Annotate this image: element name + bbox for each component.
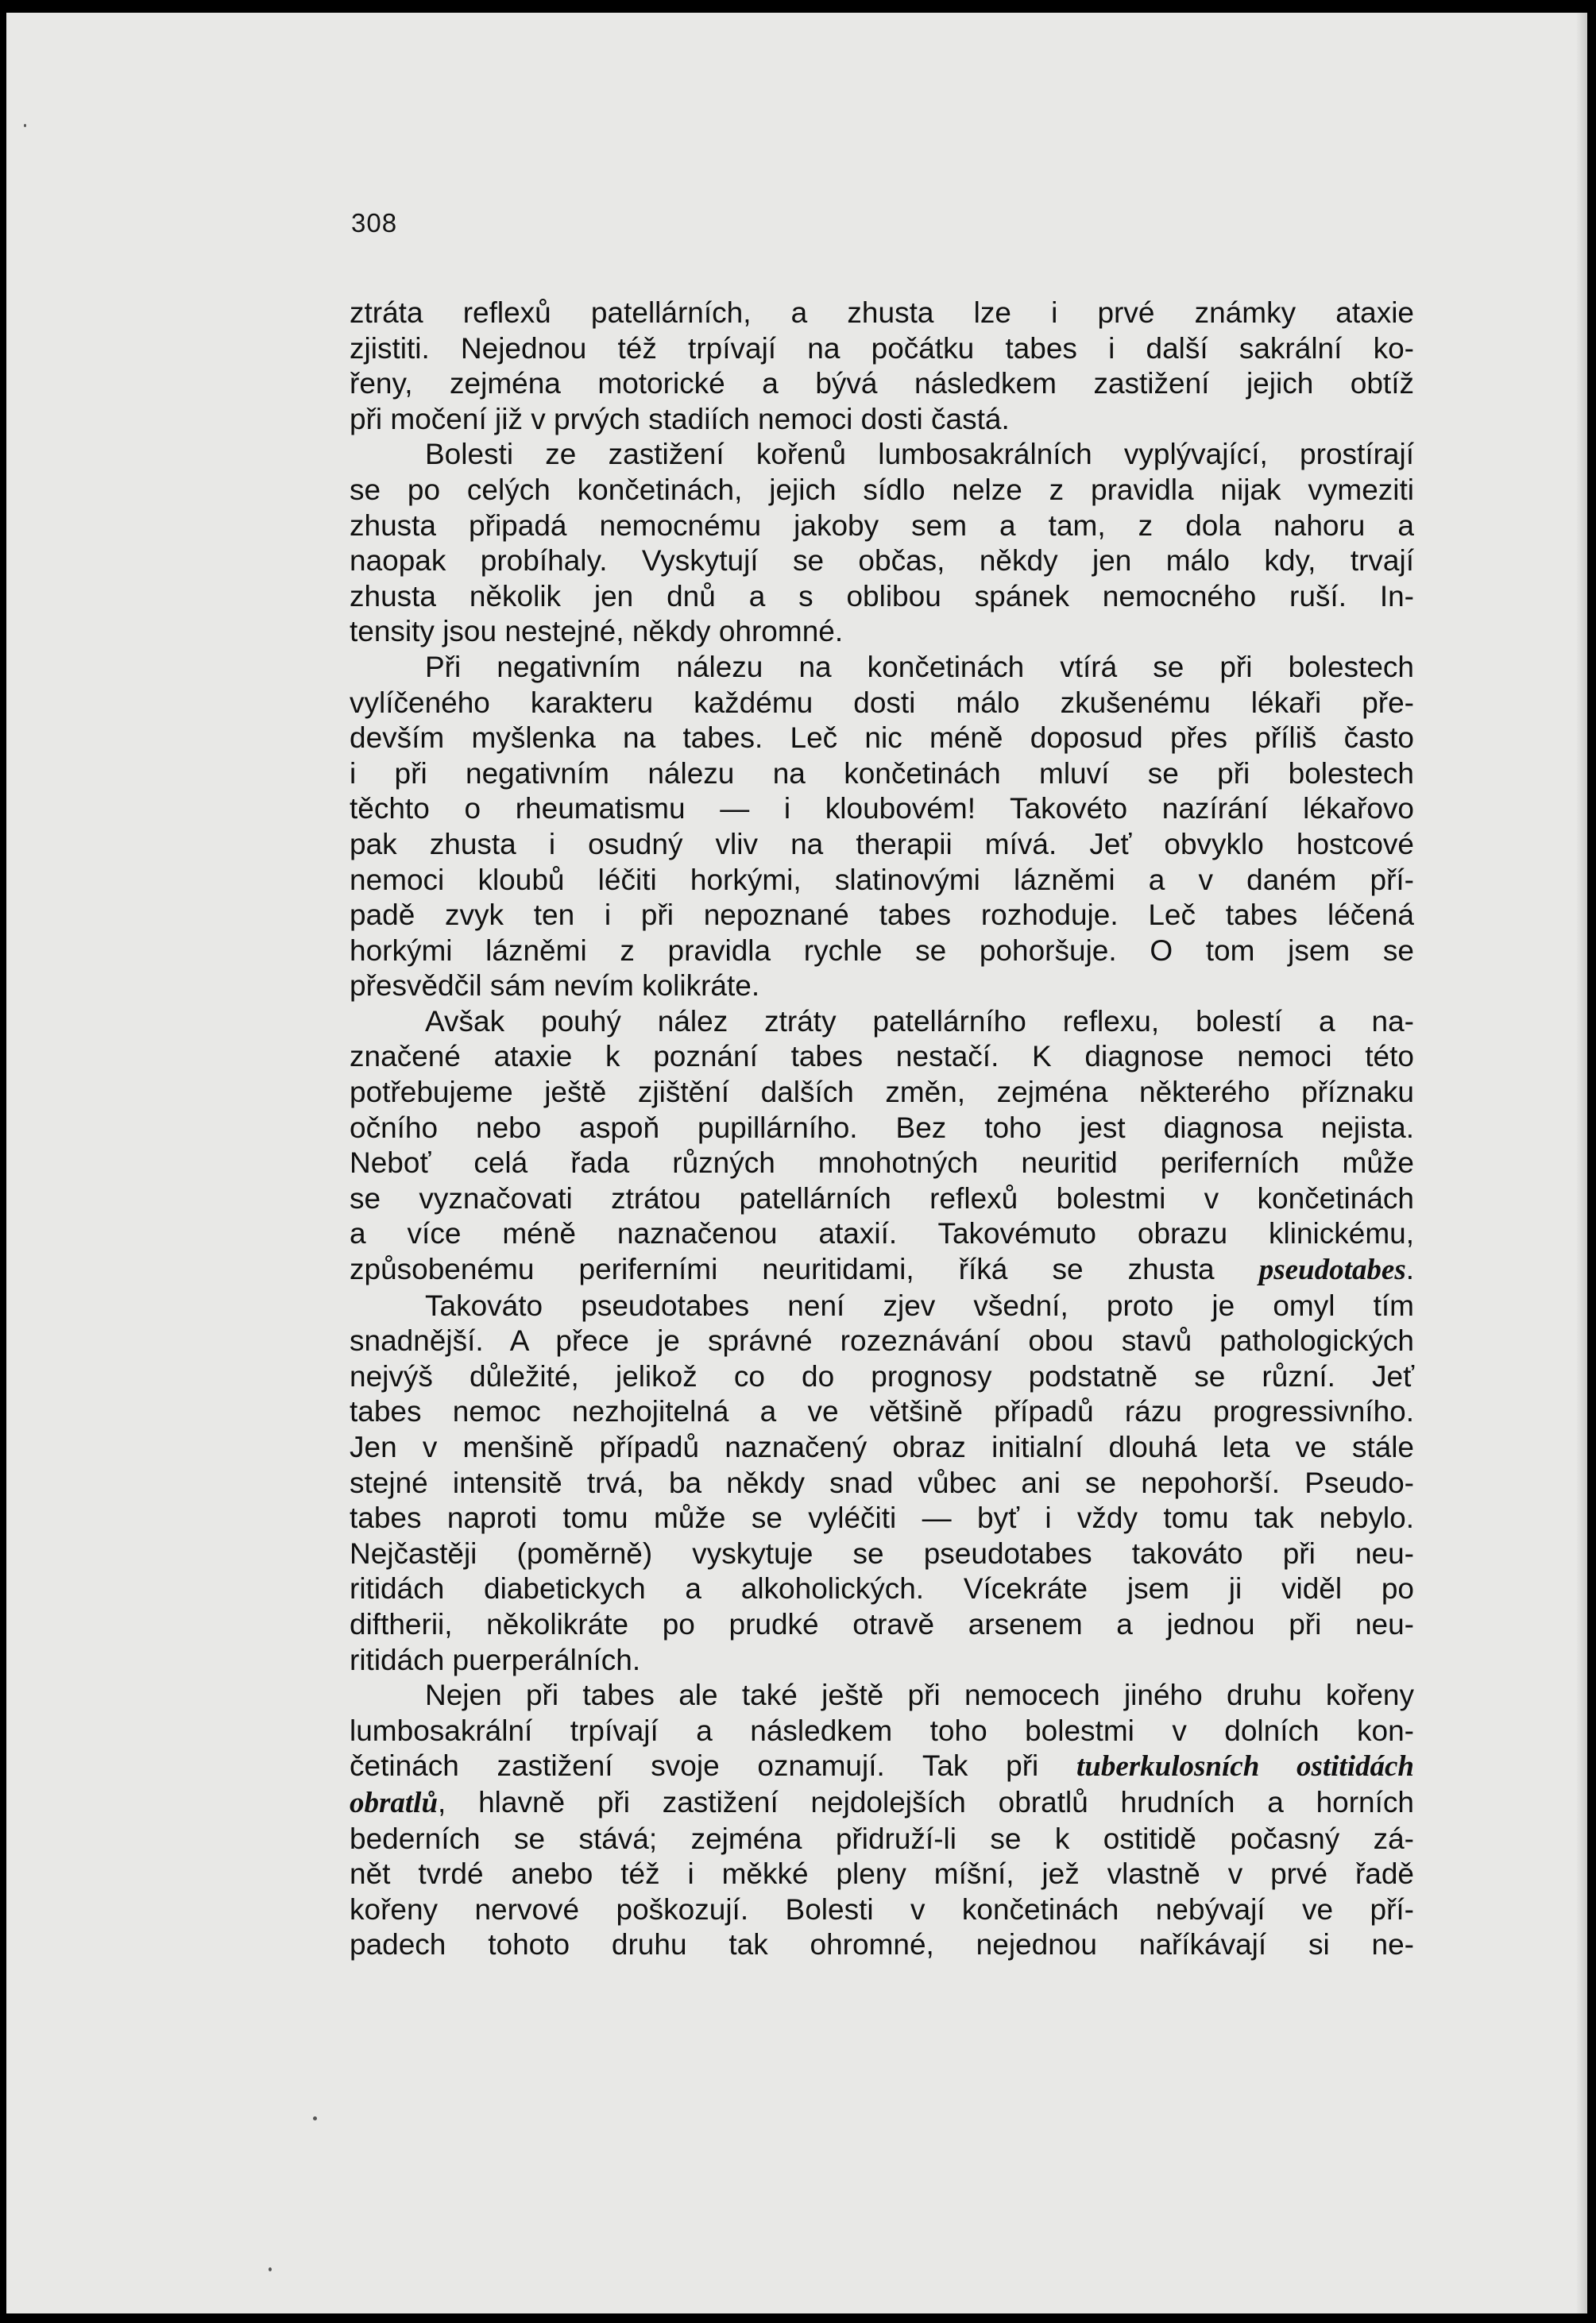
text-line: tabes nemoc nezhojitelná a ve většině případů rázu progressivního. bbox=[350, 1395, 1414, 1428]
text-line: snadnější. A přece je správné rozeznávání obou stavů pathologických bbox=[350, 1324, 1414, 1358]
text-line: zjistiti. Nejednou též trpívají na počátku tabes i další sakrální ko- bbox=[350, 331, 1414, 365]
text-line: Neboť celá řada různých mnohotných neuritid periferních může bbox=[350, 1146, 1414, 1180]
text-line: Takováto pseudotabes není zjev všední, proto je omyl tím bbox=[425, 1289, 1414, 1322]
text-line: Nejčastěji (poměrně) vyskytuje se pseudotabes takováto při neu- bbox=[350, 1536, 1414, 1570]
text-line: nemoci kloubů léčiti horkými, slatinovými lázněmi a v daném pří- bbox=[350, 863, 1414, 896]
text-line: i při negativním nálezu na končetinách mluví se při bolestech bbox=[350, 756, 1414, 790]
paragraph-1 bbox=[350, 296, 1414, 437]
text-line: zhusta připadá nemocnému jakoby sem a tam, z dola nahoru a bbox=[350, 508, 1414, 542]
text-segment: četinách zastižení svoje oznamují. Tak při bbox=[350, 1749, 1076, 1783]
scan-speck bbox=[24, 124, 26, 127]
text-line: přesvědčil sám nevím kolikráte. bbox=[350, 969, 760, 1003]
emphasis-term: obratlů bbox=[350, 1786, 439, 1819]
text-line: tabes naproti tomu může se vyléčiti — byť i vždy tomu tak nebylo. bbox=[350, 1502, 1414, 1535]
text-line: Při negativním nálezu na končetinách vtírá se při bolestech bbox=[425, 650, 1414, 683]
body-text bbox=[350, 296, 1414, 1963]
text-segment: . bbox=[1405, 1253, 1414, 1286]
text-line: ztráta reflexů patellárních, a zhusta lze i prvé známky ataxie bbox=[350, 296, 1414, 329]
text-line bbox=[350, 1785, 1414, 1822]
text-line: bederních se stává; zejména přidruží-li se k ostitidě počasný zá- bbox=[350, 1822, 1414, 1855]
text-segment: způsobenému periferními neuritidami, říká se zhusta bbox=[350, 1253, 1259, 1286]
paragraph-3 bbox=[350, 650, 1414, 1004]
paragraph-2 bbox=[350, 437, 1414, 650]
text-line bbox=[350, 1749, 1414, 1785]
text-line: ritidách diabetickych a alkoholických. Vícekráte jsem ji viděl po bbox=[350, 1572, 1414, 1606]
text-line: potřebujeme ještě zjištění dalších změn, zejména některého příznaku bbox=[350, 1076, 1414, 1109]
page-number: 308 bbox=[351, 208, 398, 238]
text-line: devším myšlenka na tabes. Leč nic méně doposud přes příliš často bbox=[350, 721, 1414, 755]
text-line: padě zvyk ten i při nepoznané tabes rozhoduje. Leč tabes léčená bbox=[350, 899, 1414, 932]
text-line: těchto o rheumatismu — i kloubovém! Takovéto nazírání lékařovo bbox=[350, 792, 1414, 825]
text-line: pak zhusta i osudný vliv na therapii mívá. Jeť obvyklo hostcové bbox=[350, 827, 1414, 860]
scanned-page bbox=[6, 13, 1587, 2313]
scan-speck bbox=[269, 2267, 272, 2271]
text-line bbox=[350, 1252, 1414, 1289]
text-line: značené ataxie k poznání tabes nestačí. K diagnose nemoci této bbox=[350, 1040, 1414, 1073]
scan-speck bbox=[313, 2116, 317, 2120]
text-line: Nejen při tabes ale také ještě při nemocech jiného druhu kořeny bbox=[425, 1679, 1414, 1712]
emphasis-term: tuberkulosních ostitidách bbox=[1076, 1750, 1414, 1784]
text-line: Bolesti ze zastižení kořenů lumbosakrálních vyplývající, prostírají bbox=[425, 438, 1414, 471]
text-line: vylíčeného karakteru každému dosti málo zkušenému lékaři pře- bbox=[350, 686, 1414, 719]
text-line: kořeny nervové poškozují. Bolesti v končetinách nebývají ve pří- bbox=[350, 1892, 1414, 1926]
paragraph-6 bbox=[350, 1678, 1414, 1963]
paragraph-5 bbox=[350, 1289, 1414, 1679]
text-segment: , hlavně při zastižení nejdolejších obratlů hrudních a horních bbox=[438, 1785, 1414, 1819]
text-line: řeny, zejména motorické a bývá následkem zastižení jejich obtíž bbox=[350, 367, 1414, 400]
text-line: Avšak pouhý nález ztráty patellárního reflexu, bolestí a na- bbox=[425, 1004, 1414, 1038]
text-line: se po celých končetinách, jejich sídlo nelze z pravidla nijak vymeziti bbox=[350, 473, 1414, 506]
page-edge-shadow bbox=[1576, 13, 1587, 2313]
text-line: se vyznačovati ztrátou patellárních reflexů bolestmi v končetinách bbox=[350, 1181, 1414, 1215]
text-line: stejné intensitě trvá, ba někdy snad vůbec ani se nepohorší. Pseudo- bbox=[350, 1466, 1414, 1499]
text-line: naopak probíhaly. Vyskytují se občas, někdy jen málo kdy, trvají bbox=[350, 544, 1414, 578]
text-line: zhusta několik jen dnů a s oblibou spánek nemocného ruší. In- bbox=[350, 579, 1414, 613]
text-line: nejvýš důležité, jelikož co do prognosy podstatně se různí. Jeť bbox=[350, 1359, 1414, 1393]
text-line: ritidách puerperálních. bbox=[350, 1643, 641, 1676]
text-line: Jen v menšině případů naznačený obraz initialní dlouhá leta ve stále bbox=[350, 1431, 1414, 1463]
text-line: očního nebo aspoň pupillárního. Bez toho jest diagnosa nejista. bbox=[350, 1111, 1414, 1144]
text-line: a více méně naznačenou ataxií. Takovémuto obrazu klinickému, bbox=[350, 1217, 1414, 1250]
text-line: tensity jsou nestejné, někdy ohromné. bbox=[350, 615, 844, 648]
text-line: diftherii, několikráte po prudké otravě arsenem a jednou při neu- bbox=[350, 1607, 1414, 1641]
text-line: horkými lázněmi z pravidla rychle se pohoršuje. O tom jsem se bbox=[350, 933, 1414, 967]
text-line: při močení již v prvých stadiích nemoci dosti častá. bbox=[350, 402, 1010, 435]
emphasis-term: pseudotabes bbox=[1258, 1254, 1406, 1287]
text-line: lumbosakrální trpívají a následkem toho bolestmi v dolních kon- bbox=[350, 1714, 1414, 1747]
text-line: nět tvrdé anebo též i měkké pleny míšní, jež vlastně v prvé řadě bbox=[350, 1857, 1414, 1891]
paragraph-4 bbox=[350, 1004, 1414, 1289]
text-line: padech tohoto druhu tak ohromné, nejednou naříkávají si ne- bbox=[350, 1928, 1414, 1962]
